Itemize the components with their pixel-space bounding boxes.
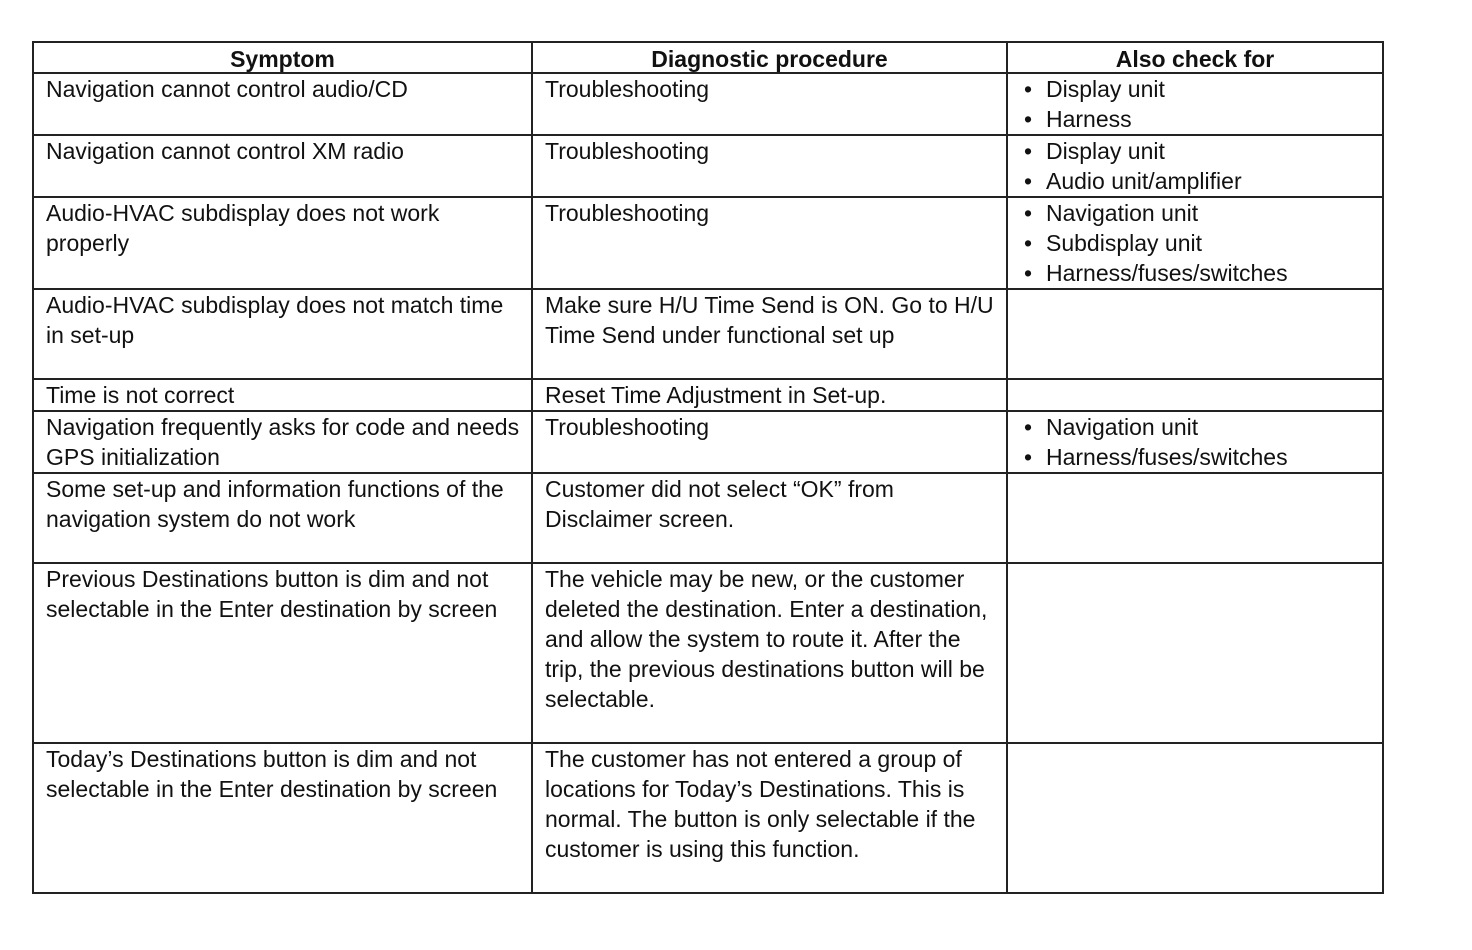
also-check-cell	[1007, 563, 1383, 743]
procedure-cell: Reset Time Adjustment in Set-up.	[532, 379, 1007, 411]
header-also-check-for: Also check for	[1007, 42, 1383, 73]
check-item: • Display unit	[1020, 136, 1372, 166]
symptom-cell: Previous Destinations button is dim and not selectable in the Enter destination by screen	[33, 563, 532, 743]
table-row	[33, 563, 1383, 743]
check-item: • Harness/fuses/switches	[1020, 442, 1372, 472]
symptom-cell: Time is not correct	[33, 379, 532, 411]
header-symptom: Symptom	[33, 42, 532, 73]
procedure-cell: Troubleshooting	[532, 135, 1007, 197]
procedure-cell: Troubleshooting	[532, 411, 1007, 473]
procedure-cell: The vehicle may be new, or the customer deleted the destination. Enter a destination, and allow the system to route it. After the trip, the previous destinations button will be selectable.	[532, 563, 1007, 743]
procedure-cell: The customer has not entered a group of locations for Today’s Destinations. This is normal. The button is only selectable if the customer is using this function.	[532, 743, 1007, 893]
table-row	[33, 379, 1383, 411]
procedure-cell: Customer did not select “OK” from Disclaimer screen.	[532, 473, 1007, 563]
check-list	[1020, 412, 1372, 472]
table-header-row	[33, 42, 1383, 73]
check-item: • Harness	[1020, 104, 1372, 134]
check-item: • Audio unit/amplifier	[1020, 166, 1372, 196]
table-row	[33, 743, 1383, 893]
symptom-cell: Today’s Destinations button is dim and not selectable in the Enter destination by screen	[33, 743, 532, 893]
also-check-cell	[1007, 743, 1383, 893]
also-check-cell	[1007, 135, 1383, 197]
table-row	[33, 473, 1383, 563]
symptom-cell: Navigation frequently asks for code and needs GPS initialization	[33, 411, 532, 473]
table-row	[33, 289, 1383, 379]
table-row	[33, 197, 1383, 289]
also-check-cell	[1007, 473, 1383, 563]
header-diagnostic-procedure: Diagnostic procedure	[532, 42, 1007, 73]
table-row	[33, 411, 1383, 473]
also-check-cell	[1007, 289, 1383, 379]
also-check-cell	[1007, 197, 1383, 289]
also-check-cell	[1007, 73, 1383, 135]
diagnostic-table	[32, 41, 1384, 894]
symptom-cell: Navigation cannot control audio/CD	[33, 73, 532, 135]
symptom-cell: Navigation cannot control XM radio	[33, 135, 532, 197]
check-item: • Navigation unit	[1020, 412, 1372, 442]
symptom-cell: Some set-up and information functions of the navigation system do not work	[33, 473, 532, 563]
check-list	[1020, 136, 1372, 196]
also-check-cell	[1007, 379, 1383, 411]
check-list	[1020, 198, 1372, 288]
procedure-cell: Troubleshooting	[532, 197, 1007, 289]
symptom-cell: Audio-HVAC subdisplay does not match time in set-up	[33, 289, 532, 379]
procedure-cell: Troubleshooting	[532, 73, 1007, 135]
check-item: • Harness/fuses/switches	[1020, 258, 1372, 288]
check-item: • Navigation unit	[1020, 198, 1372, 228]
symptom-cell: Audio-HVAC subdisplay does not work properly	[33, 197, 532, 289]
procedure-cell: Make sure H/U Time Send is ON. Go to H/U Time Send under functional set up	[532, 289, 1007, 379]
check-list	[1020, 74, 1372, 134]
check-item: • Subdisplay unit	[1020, 228, 1372, 258]
check-item: • Display unit	[1020, 74, 1372, 104]
table-row	[33, 135, 1383, 197]
also-check-cell	[1007, 411, 1383, 473]
table-row	[33, 73, 1383, 135]
